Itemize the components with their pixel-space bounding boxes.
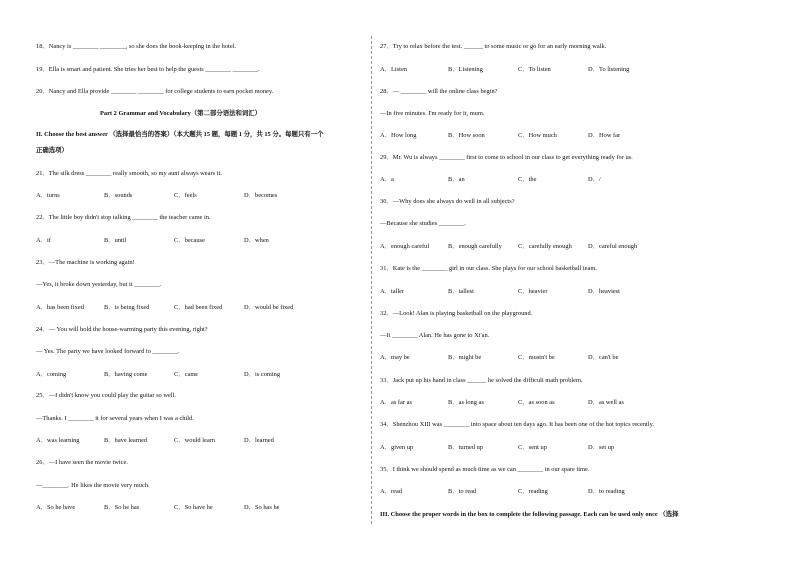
question-34-options — [380, 443, 720, 452]
option-d: D．is coming — [244, 371, 281, 378]
question-29-options — [380, 175, 720, 184]
option-c: C．would learn — [174, 437, 215, 444]
option-a: A．turns — [36, 192, 60, 199]
question-24: 24．— You will hold the house-warming party this evening, right? — [36, 326, 208, 333]
question-35: 35．I think we should spend as much time as we can ________ in our spare time. — [380, 466, 590, 473]
option-a: A．read — [380, 488, 403, 495]
question-22-options — [36, 236, 376, 245]
question-22: 22．The little boy didn't stop talking ________ the teacher came in. — [36, 214, 211, 221]
option-b: B．might be — [448, 354, 482, 361]
question-28-reply: —In five minutes. I'm ready for it, mum. — [380, 110, 485, 117]
option-b: B．sounds — [104, 192, 133, 199]
option-c: C．reading — [518, 488, 548, 495]
option-b: B．Listening — [448, 66, 483, 73]
question-18: 18．Nancy is ________ ________, so she does the book-keeping in the hotel. — [36, 43, 237, 50]
question-32: 32．—Look! Alan is playing basketball on the playground. — [380, 310, 533, 317]
question-30-reply: —Because she studies ________. — [380, 220, 466, 227]
option-b: B．to read — [448, 488, 477, 495]
question-33-options — [380, 398, 720, 407]
question-25: 25．—I didn't know you could play the guitar so well. — [36, 392, 176, 399]
option-d: D．to reading — [588, 488, 625, 495]
option-a: A．So he have — [36, 504, 76, 511]
question-23-reply: —Yes, it broke down yesterday, but it ________. — [36, 281, 162, 288]
option-c: C．heavier — [518, 288, 548, 295]
option-d: D．To listening — [588, 66, 630, 73]
option-d: D．would be fixed — [244, 304, 294, 311]
option-b: B．So he has — [104, 504, 140, 511]
question-21: 21．The silk dress ________ really smooth, so my aunt always wears it. — [36, 170, 222, 177]
option-d: D．set up — [588, 444, 615, 451]
question-32-options — [380, 353, 720, 362]
question-28-options — [380, 131, 720, 140]
question-20: 20．Nancy and Ella provide ________ ________ for college students to earn pocket money. — [36, 88, 274, 95]
option-d: D．careful enough — [588, 243, 638, 250]
question-28: 28．— ________ will the online class begin? — [380, 88, 498, 95]
option-d: D．So has he — [244, 504, 280, 511]
option-c: C．sent up — [518, 444, 547, 451]
part-2-title: Part 2 Grammar and Vocabulary（第二部分语法和词汇） — [100, 110, 262, 117]
question-23-options — [36, 303, 376, 312]
option-b: B．tallest — [448, 288, 474, 295]
option-d: D．heaviest — [588, 288, 620, 295]
option-b: B．having come — [104, 371, 148, 378]
question-26: 26．—I have seen the movie twice. — [36, 459, 128, 466]
option-c: C．carefully enough — [518, 243, 572, 250]
question-19: 19．Ella is smart and patient. She tries her best to help the guests ________ ________. — [36, 66, 260, 73]
option-c: C．So have he — [174, 504, 213, 511]
option-d: D．becomes — [244, 192, 278, 199]
option-c: C．the — [518, 176, 537, 183]
option-b: B．have learned — [104, 437, 148, 444]
option-c: C．To listen — [518, 66, 551, 73]
option-b: B．enough carefully — [448, 243, 502, 250]
option-a: A．if — [36, 237, 51, 244]
question-29: 29．Mr. Wu is always ________ first to come to school in our class to get everything ready for us. — [380, 154, 633, 161]
option-b: B．is being fixed — [104, 304, 150, 311]
question-23: 23．—The machine is working again! — [36, 259, 135, 266]
option-d: D．as well as — [588, 399, 624, 406]
question-31-options — [380, 287, 720, 296]
question-31: 31．Kate is the ________ girl in our class. She plays for our school basketball team. — [380, 265, 597, 272]
question-33: 33．Jack put up his hand in class ______ he solved the difficult math problem. — [380, 377, 583, 384]
question-30-options — [380, 242, 720, 251]
option-c: C．feels — [174, 192, 197, 199]
option-a: A．has been fixed — [36, 304, 84, 311]
question-24-options — [36, 370, 376, 379]
option-c: C．because — [174, 237, 205, 244]
question-25-reply: —Thanks. I ________ it for several years when I was a child. — [36, 415, 194, 422]
option-b: B．How soon — [448, 132, 485, 139]
option-c: C．How much — [518, 132, 557, 139]
option-c: C．had been fixed — [174, 304, 223, 311]
option-a: A．as far as — [380, 399, 412, 406]
option-a: A．taller — [380, 288, 405, 295]
option-d: D．learned — [244, 437, 274, 444]
question-34: 34．Shenzhou XIII was ________ into space about ten days ago. It has been one of the hot topics recently. — [380, 421, 654, 428]
section-2-instructions-cont: 正确选项） — [36, 147, 68, 154]
option-c: C．as soon as — [518, 399, 555, 406]
question-21-options — [36, 191, 376, 200]
option-a: A．coming — [36, 371, 67, 378]
option-a: A．enough careful — [380, 243, 430, 250]
question-27: 27．Try to relax before the test. ______ to some music or go for an early morning walk. — [380, 43, 607, 50]
option-a: A．Listen — [380, 66, 407, 73]
option-c: C．mustn't be — [518, 354, 555, 361]
option-d: D．when — [244, 237, 269, 244]
option-c: C．came — [174, 371, 199, 378]
section-2-instructions: II. Choose the best answer （选择最恰当的答案）（本大题共 15 题，每题 1 分，共 15 分。每题只有一个 — [36, 131, 324, 138]
question-24-reply: — Yes. The party we have looked forward to ________. — [36, 348, 180, 355]
question-30: 30．—Why does she always do well in all subjects? — [380, 198, 515, 205]
right-column — [380, 0, 740, 562]
question-27-options — [380, 65, 720, 74]
option-d: D．can't be — [588, 354, 619, 361]
option-a: A．given up — [380, 444, 414, 451]
option-a: A．was learning — [36, 437, 80, 444]
question-35-options — [380, 487, 720, 496]
option-b: B．as long as — [448, 399, 484, 406]
option-a: A．may be — [380, 354, 410, 361]
option-d: D．How far — [588, 132, 621, 139]
option-d: D．/ — [588, 176, 601, 183]
option-a: A．a — [380, 176, 394, 183]
option-b: B．until — [104, 237, 127, 244]
option-a: A．How long — [380, 132, 417, 139]
question-26-options — [36, 503, 376, 512]
option-b: B．an — [448, 176, 465, 183]
section-3-instructions: III. Choose the proper words in the box to complete the following passage. Each can be used only once （选择 — [380, 511, 679, 518]
option-b: B．turned up — [448, 444, 483, 451]
left-column — [36, 0, 396, 562]
question-32-reply: —It ________ Alan. He has gone to Xi'an. — [380, 332, 490, 339]
question-26-reply: —________. He likes the movie very much. — [36, 482, 150, 489]
question-25-options — [36, 436, 376, 445]
